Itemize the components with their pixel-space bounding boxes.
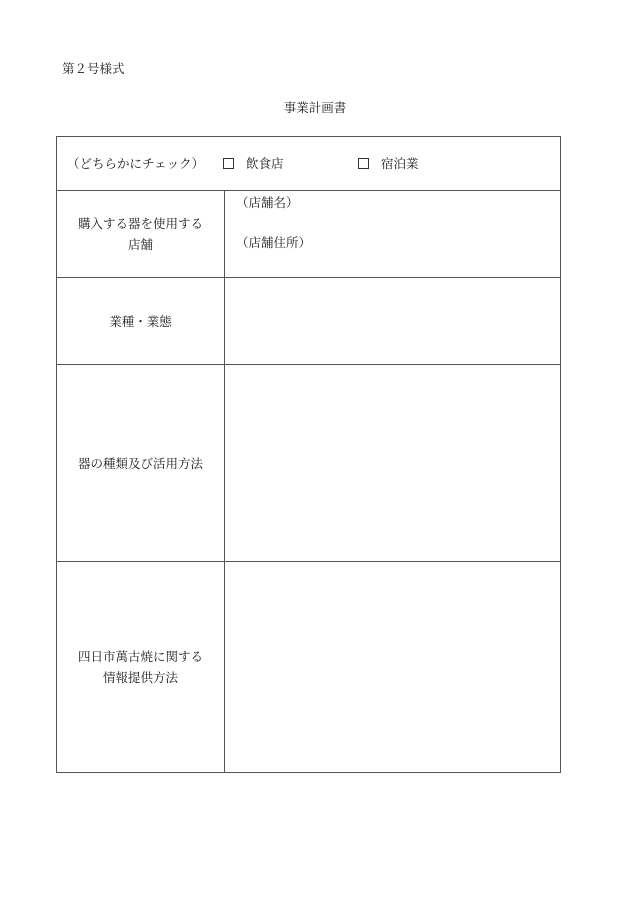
restaurant-option-label: 飲食店	[246, 156, 284, 171]
category-check-row	[57, 137, 560, 191]
vessel-usage-value-cell[interactable]	[225, 365, 560, 561]
store-name-label: （店舗名）	[236, 195, 299, 210]
store-label-line1: 購入する器を使用する	[77, 216, 203, 231]
checkbox-square-icon	[358, 158, 369, 169]
lodging-checkbox[interactable]	[358, 155, 369, 173]
store-row	[57, 191, 560, 278]
business-type-row	[57, 278, 560, 365]
vessel-usage-label: 器の種類及び活用方法	[57, 365, 225, 561]
document-title: 事業計画書	[283, 100, 347, 115]
check-prompt: （どちらかにチェック）	[67, 156, 205, 171]
business-type-label: 業種・業態	[57, 278, 225, 364]
vessel-usage-row	[57, 365, 560, 562]
business-plan-table	[56, 136, 561, 773]
lodging-option-label: 宿泊業	[381, 156, 419, 171]
info-method-label-line2: 情報提供方法	[102, 670, 178, 685]
store-address-label: （店舗住所）	[236, 235, 312, 250]
info-method-label-cell	[57, 562, 225, 772]
restaurant-checkbox[interactable]	[223, 155, 234, 173]
checkbox-square-icon	[223, 158, 234, 169]
form-number: 第２号様式	[62, 61, 125, 76]
info-method-value-cell[interactable]	[225, 562, 560, 772]
store-label-line2: 店舗	[127, 237, 153, 252]
store-label-cell	[57, 191, 225, 277]
store-value-cell[interactable]	[225, 191, 560, 277]
info-method-row	[57, 562, 560, 772]
info-method-label-line1: 四日市萬古焼に関する	[77, 649, 203, 664]
business-type-value-cell[interactable]	[225, 278, 560, 364]
